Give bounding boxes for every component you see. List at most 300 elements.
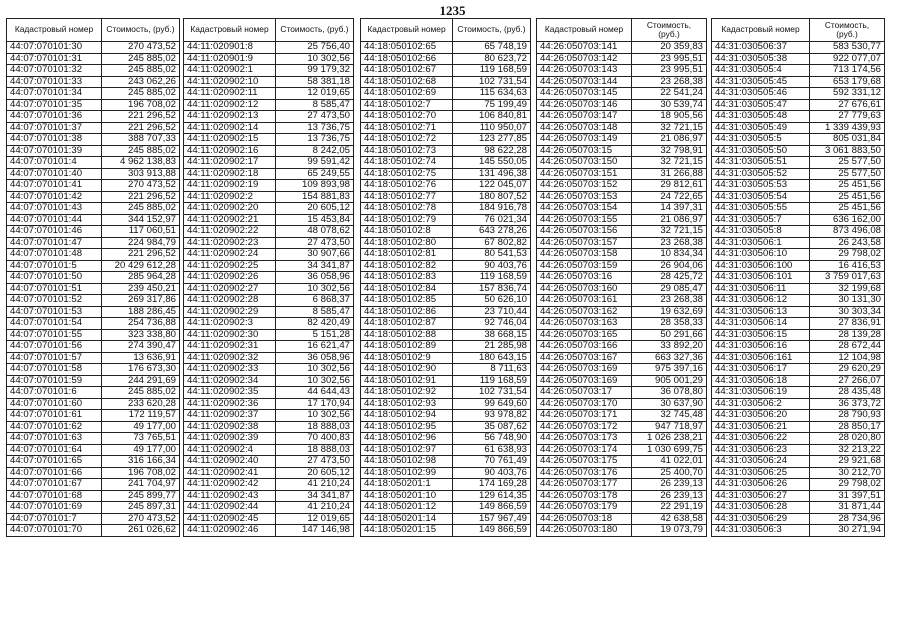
table-row [7, 249, 180, 261]
cadastral-number-cell: 44:26:050703:172 [537, 421, 632, 433]
cadastral-number-cell: 44:26:050703:163 [537, 318, 632, 330]
table-row [7, 444, 180, 456]
table-row [361, 122, 531, 134]
table-row [184, 352, 354, 364]
table-row [184, 444, 354, 456]
table-row [7, 479, 180, 491]
cadastral-number-cell: 44:31:030506:22 [712, 433, 810, 445]
table-row [712, 490, 885, 502]
cadastral-number-cell: 44:31:030506:15 [712, 329, 810, 341]
cadastral-number-cell: 44:07:070101:35 [7, 99, 102, 111]
table-row [184, 249, 354, 261]
cost-cell: 245 885,02 [102, 145, 180, 157]
table-row [361, 398, 531, 410]
table-row [537, 168, 707, 180]
table-row [7, 387, 180, 399]
cost-cell: 31 397,51 [810, 490, 885, 502]
cadastral-number-cell: 44:31:030506:23 [712, 444, 810, 456]
cost-cell: 947 718,97 [632, 421, 707, 433]
cost-cell: 129 614,35 [453, 490, 531, 502]
table-row [7, 76, 180, 88]
table-row [361, 444, 531, 456]
cadastral-number-cell: 44:18:050102:82 [361, 260, 453, 272]
cadastral-number-cell: 44:07:070101:69 [7, 502, 102, 514]
table-row [537, 180, 707, 192]
cost-cell: 123 277,85 [453, 134, 531, 146]
cost-cell: 245 885,02 [102, 88, 180, 100]
cadastral-number-cell: 44:26:050703:157 [537, 237, 632, 249]
table-row [537, 456, 707, 468]
table-row [712, 272, 885, 284]
table-row [184, 226, 354, 238]
cadastral-number-cell: 44:18:050102:78 [361, 203, 453, 215]
table-row [184, 203, 354, 215]
table-row [537, 76, 707, 88]
table-row [7, 237, 180, 249]
table-row [712, 433, 885, 445]
cadastral-number-cell: 44:31:030506:101 [712, 272, 810, 284]
table-row [537, 214, 707, 226]
cost-cell: 245 885,02 [102, 203, 180, 215]
cost-cell: 663 327,36 [632, 352, 707, 364]
table-row [361, 180, 531, 192]
cadastral-number-cell: 44:18:050102:94 [361, 410, 453, 422]
cadastral-number-cell: 44:26:050703:179 [537, 502, 632, 514]
cost-cell: 8 585,47 [276, 99, 354, 111]
table-row [184, 318, 354, 330]
cost-cell: 102 731,54 [453, 76, 531, 88]
cadastral-number-cell: 44:11:020902:36 [184, 398, 276, 410]
table-row [184, 88, 354, 100]
cost-cell: 28 734,96 [810, 513, 885, 525]
cost-cell: 244 291,69 [102, 375, 180, 387]
cadastral-number-cell: 44:18:050102:96 [361, 433, 453, 445]
cost-cell: 82 420,49 [276, 318, 354, 330]
table-row [184, 525, 354, 537]
cadastral-number-cell: 44:26:050703:171 [537, 410, 632, 422]
table-row [712, 525, 885, 537]
cost-cell: 25 451,56 [810, 203, 885, 215]
cadastral-number-cell: 44:18:050102:75 [361, 168, 453, 180]
table-row [537, 387, 707, 399]
cadastral-number-cell: 44:31:030505:48 [712, 111, 810, 123]
cadastral-number-cell: 44:18:050201:1 [361, 479, 453, 491]
cost-cell: 33 892,20 [632, 341, 707, 353]
cost-cell: 29 921,68 [810, 456, 885, 468]
cadastral-number-cell: 44:18:050201:15 [361, 525, 453, 537]
table-row [712, 375, 885, 387]
cadastral-number-cell: 44:18:050102:77 [361, 191, 453, 203]
cadastral-number-cell: 44:26:050703:155 [537, 214, 632, 226]
cost-cell: 29 798,02 [810, 479, 885, 491]
cadastral-number-cell: 44:11:020902:44 [184, 502, 276, 514]
cost-cell: 32 199,68 [810, 283, 885, 295]
cost-cell: 245 885,02 [102, 53, 180, 65]
cost-cell: 30 271,94 [810, 525, 885, 537]
cadastral-number-cell: 44:26:050703:167 [537, 352, 632, 364]
cost-cell: 23 268,38 [632, 76, 707, 88]
cost-cell: 13 736,75 [276, 134, 354, 146]
cadastral-number-cell: 44:11:020902:23 [184, 237, 276, 249]
cost-cell: 10 302,56 [276, 53, 354, 65]
cadastral-number-cell: 44:26:050703:15 [537, 145, 632, 157]
table-row [712, 134, 885, 146]
table-row [184, 214, 354, 226]
cost-cell: 26 239,13 [632, 490, 707, 502]
cost-cell: 18 888,03 [276, 444, 354, 456]
cost-cell: 70 400,83 [276, 433, 354, 445]
cadastral-number-cell: 44:31:030506:20 [712, 410, 810, 422]
table-row [712, 214, 885, 226]
cadastral-number-cell: 44:26:050703:142 [537, 53, 632, 65]
cost-cell: 23 995,51 [632, 53, 707, 65]
cost-cell: 28 425,72 [632, 272, 707, 284]
table-row [7, 203, 180, 215]
cost-cell: 20 605,12 [276, 467, 354, 479]
cost-cell: 12 104,98 [810, 352, 885, 364]
table-row [712, 237, 885, 249]
cadastral-number-cell: 44:11:020902:17 [184, 157, 276, 169]
cost-cell: 24 722,65 [632, 191, 707, 203]
cost-cell: 99 591,42 [276, 157, 354, 169]
table-row [184, 111, 354, 123]
cost-cell: 10 302,56 [276, 375, 354, 387]
cost-cell: 49 177,00 [102, 421, 180, 433]
cadastral-number-cell: 44:18:050102:65 [361, 42, 453, 54]
cadastral-number-cell: 44:18:050102:95 [361, 421, 453, 433]
cost-cell: 344 152,97 [102, 214, 180, 226]
table-row [184, 513, 354, 525]
cost-cell: 25 756,40 [276, 42, 354, 54]
cost-cell: 224 984,79 [102, 237, 180, 249]
cost-cell: 41 210,24 [276, 502, 354, 514]
table-row [712, 260, 885, 272]
cost-cell: 99 179,32 [276, 65, 354, 77]
table-row [361, 260, 531, 272]
table-row [7, 214, 180, 226]
table-row [712, 502, 885, 514]
cost-cell: 18 888,03 [276, 421, 354, 433]
cadastral-number-cell: 44:31:030506:27 [712, 490, 810, 502]
table-row [361, 329, 531, 341]
cadastral-number-cell: 44:11:020902:27 [184, 283, 276, 295]
cost-cell: 180 807,52 [453, 191, 531, 203]
table-row [712, 76, 885, 88]
cost-cell: 50 291,66 [632, 329, 707, 341]
cost-cell: 270 473,52 [102, 42, 180, 54]
cost-cell: 42 638,58 [632, 513, 707, 525]
cadastral-table-3 [360, 18, 531, 537]
table-row [7, 318, 180, 330]
cost-cell: 90 403,76 [453, 260, 531, 272]
cadastral-number-cell: 44:31:030506:24 [712, 456, 810, 468]
table-row [7, 134, 180, 146]
table-row [7, 341, 180, 353]
table-row [184, 191, 354, 203]
cadastral-number-cell: 44:07:070101:4 [7, 157, 102, 169]
table-row [7, 145, 180, 157]
cost-cell: 8 585,47 [276, 306, 354, 318]
table-row [712, 329, 885, 341]
header-cadastral-number: Кадастровый номер [7, 19, 102, 42]
table-row [361, 525, 531, 537]
cadastral-number-cell: 44:31:030506:21 [712, 421, 810, 433]
table-row [712, 341, 885, 353]
cadastral-number-cell: 44:31:030505:45 [712, 76, 810, 88]
header-cost: Стоимость, (руб.) [453, 19, 531, 42]
table-row [537, 249, 707, 261]
cadastral-number-cell: 44:18:050102:67 [361, 65, 453, 77]
cost-cell: 147 146,98 [276, 525, 354, 537]
table-row [7, 65, 180, 77]
table-row [537, 479, 707, 491]
cadastral-number-cell: 44:07:070101:44 [7, 214, 102, 226]
cost-cell: 16 416,53 [810, 260, 885, 272]
cadastral-table-5 [711, 18, 885, 537]
cadastral-number-cell: 44:11:020902:1 [184, 65, 276, 77]
table-row [712, 65, 885, 77]
cadastral-number-cell: 44:26:050703:177 [537, 479, 632, 491]
cost-cell: 49 177,00 [102, 444, 180, 456]
table-row [712, 203, 885, 215]
cost-cell: 75 199,49 [453, 99, 531, 111]
cadastral-number-cell: 44:11:020902:19 [184, 180, 276, 192]
table-row [184, 387, 354, 399]
cadastral-number-cell: 44:18:050102:91 [361, 375, 453, 387]
table-row [7, 88, 180, 100]
cost-cell: 149 866,59 [453, 525, 531, 537]
table-row [537, 352, 707, 364]
cadastral-number-cell: 44:26:050703:174 [537, 444, 632, 456]
cadastral-number-cell: 44:26:050703:18 [537, 513, 632, 525]
cost-cell: 12 019,65 [276, 88, 354, 100]
cost-cell: 10 302,56 [276, 410, 354, 422]
table-row [184, 502, 354, 514]
cost-cell: 653 179,68 [810, 76, 885, 88]
cadastral-number-cell: 44:18:050102:88 [361, 329, 453, 341]
table-row [361, 53, 531, 65]
cost-cell: 80 623,72 [453, 53, 531, 65]
cadastral-table-4 [536, 18, 707, 537]
cost-cell: 583 530,77 [810, 42, 885, 54]
cadastral-number-cell: 44:31:030505:8 [712, 226, 810, 238]
table-row [712, 88, 885, 100]
table-row [712, 306, 885, 318]
table-row [712, 42, 885, 54]
cadastral-number-cell: 44:18:050201:12 [361, 502, 453, 514]
cadastral-number-cell: 44:11:020901:9 [184, 53, 276, 65]
cadastral-number-cell: 44:31:030505:46 [712, 88, 810, 100]
table-row [361, 375, 531, 387]
table-row [184, 295, 354, 307]
table-row [184, 341, 354, 353]
cadastral-number-cell: 44:07:070101:65 [7, 456, 102, 468]
cost-cell: 73 765,51 [102, 433, 180, 445]
cadastral-number-cell: 44:18:050102:85 [361, 295, 453, 307]
table-row [537, 318, 707, 330]
cadastral-number-cell: 44:07:070101:59 [7, 375, 102, 387]
cost-cell: 316 166,34 [102, 456, 180, 468]
table-row [712, 479, 885, 491]
cost-cell: 93 978,82 [453, 410, 531, 422]
cost-cell: 25 451,56 [810, 180, 885, 192]
cadastral-number-cell: 44:31:030506:26 [712, 479, 810, 491]
cost-cell: 131 496,38 [453, 168, 531, 180]
cadastral-number-cell: 44:07:070101:62 [7, 421, 102, 433]
table-row [537, 513, 707, 525]
cadastral-number-cell: 44:31:030506:12 [712, 295, 810, 307]
cadastral-number-cell: 44:26:050703:165 [537, 329, 632, 341]
cost-cell: 26 239,13 [632, 479, 707, 491]
table-row [537, 203, 707, 215]
cost-cell: 1 026 238,21 [632, 433, 707, 445]
cadastral-number-cell: 44:31:030505:49 [712, 122, 810, 134]
cadastral-number-cell: 44:11:020902:20 [184, 203, 276, 215]
cost-cell: 241 704,97 [102, 479, 180, 491]
table-row [712, 318, 885, 330]
cost-cell: 32 745,48 [632, 410, 707, 422]
cost-cell: 245 885,02 [102, 65, 180, 77]
cost-cell: 16 621,47 [276, 341, 354, 353]
cost-cell: 30 131,30 [810, 295, 885, 307]
cadastral-number-cell: 44:07:070101:50 [7, 272, 102, 284]
cadastral-number-cell: 44:26:050703:152 [537, 180, 632, 192]
cost-cell: 21 086,97 [632, 134, 707, 146]
cost-cell: 25 577,50 [810, 168, 885, 180]
cost-cell: 109 893,98 [276, 180, 354, 192]
table-row [7, 157, 180, 169]
page-number: 1235 [439, 3, 466, 18]
table-row [361, 295, 531, 307]
table-row [361, 467, 531, 479]
table-row [712, 53, 885, 65]
cadastral-number-cell: 44:11:020902:41 [184, 467, 276, 479]
cadastral-number-cell: 44:31:030506:1 [712, 237, 810, 249]
cadastral-number-cell: 44:07:070101:53 [7, 306, 102, 318]
cadastral-number-cell: 44:07:070101:52 [7, 295, 102, 307]
table-row [361, 364, 531, 376]
cadastral-number-cell: 44:11:020902:32 [184, 352, 276, 364]
table-row [712, 145, 885, 157]
table-row [361, 456, 531, 468]
cadastral-number-cell: 44:18:050102:69 [361, 88, 453, 100]
table-row [184, 168, 354, 180]
cost-cell: 119 168,59 [453, 375, 531, 387]
cost-cell: 285 964,28 [102, 272, 180, 284]
table-row [184, 76, 354, 88]
cadastral-number-cell: 44:07:070101:33 [7, 76, 102, 88]
cost-cell: 388 707,33 [102, 134, 180, 146]
cadastral-number-cell: 44:07:070101:63 [7, 433, 102, 445]
table-row [184, 42, 354, 54]
cadastral-number-cell: 44:31:030506:25 [712, 467, 810, 479]
table-row [361, 410, 531, 422]
cadastral-table-1 [6, 18, 180, 537]
table-row [712, 283, 885, 295]
cadastral-number-cell: 44:07:070101:38 [7, 134, 102, 146]
cost-cell: 76 021,34 [453, 214, 531, 226]
table-row [184, 364, 354, 376]
cadastral-number-cell: 44:07:070101:5 [7, 260, 102, 272]
cadastral-number-cell: 44:18:050102:73 [361, 145, 453, 157]
cost-cell: 31 266,88 [632, 168, 707, 180]
table-row [361, 513, 531, 525]
cadastral-number-cell: 44:31:030505:54 [712, 191, 810, 203]
cost-cell: 245 897,31 [102, 502, 180, 514]
cost-cell: 80 541,53 [453, 249, 531, 261]
cadastral-number-cell: 44:31:030506:18 [712, 375, 810, 387]
header-cadastral-number: Кадастровый номер [712, 19, 810, 42]
cadastral-number-cell: 44:11:020902:43 [184, 490, 276, 502]
cost-cell: 157 967,49 [453, 513, 531, 525]
cadastral-number-cell: 44:31:030506:29 [712, 513, 810, 525]
table-row [537, 111, 707, 123]
table-row [184, 490, 354, 502]
cost-cell: 25 451,56 [810, 191, 885, 203]
table-row [7, 513, 180, 525]
cost-cell: 92 746,04 [453, 318, 531, 330]
cost-cell: 21 285,98 [453, 341, 531, 353]
cadastral-number-cell: 44:26:050703:160 [537, 283, 632, 295]
cadastral-number-cell: 44:11:020902:40 [184, 456, 276, 468]
cost-cell: 70 761,49 [453, 456, 531, 468]
table-row [7, 99, 180, 111]
cadastral-number-cell: 44:11:020902:3 [184, 318, 276, 330]
cost-cell: 221 296,52 [102, 122, 180, 134]
cost-cell: 19 073,79 [632, 525, 707, 537]
cadastral-number-cell: 44:26:050703:17 [537, 387, 632, 399]
cost-cell: 48 078,62 [276, 226, 354, 238]
table-row [712, 191, 885, 203]
cost-cell: 22 541,24 [632, 88, 707, 100]
cadastral-number-cell: 44:07:070101:39 [7, 145, 102, 157]
cost-cell: 22 291,19 [632, 502, 707, 514]
cadastral-number-cell: 44:18:050102:84 [361, 283, 453, 295]
cost-cell: 29 085,47 [632, 283, 707, 295]
table-row [184, 180, 354, 192]
cost-cell: 196 708,02 [102, 467, 180, 479]
cost-cell: 873 496,08 [810, 226, 885, 238]
cost-cell: 36 058,96 [276, 272, 354, 284]
cost-cell: 35 087,62 [453, 421, 531, 433]
cadastral-number-cell: 44:31:030506:19 [712, 387, 810, 399]
cadastral-number-cell: 44:11:020902:11 [184, 88, 276, 100]
cadastral-number-cell: 44:11:020902:14 [184, 122, 276, 134]
cadastral-number-cell: 44:18:050102:76 [361, 180, 453, 192]
cadastral-number-cell: 44:31:030506:100 [712, 260, 810, 272]
cadastral-number-cell: 44:11:020902:45 [184, 513, 276, 525]
cadastral-number-cell: 44:11:020902:42 [184, 479, 276, 491]
table-row [7, 421, 180, 433]
cadastral-number-cell: 44:31:030506:2 [712, 398, 810, 410]
cost-cell: 27 473,50 [276, 456, 354, 468]
cost-cell: 233 620,28 [102, 398, 180, 410]
cost-cell: 28 139,28 [810, 329, 885, 341]
cost-cell: 636 162,00 [810, 214, 885, 226]
table-row [361, 111, 531, 123]
cadastral-number-cell: 44:26:050703:146 [537, 99, 632, 111]
table-row [712, 444, 885, 456]
table-row [361, 145, 531, 157]
cadastral-number-cell: 44:18:050102:99 [361, 467, 453, 479]
cost-cell: 243 062,26 [102, 76, 180, 88]
cost-cell: 50 626,10 [453, 295, 531, 307]
cost-cell: 3 759 017,63 [810, 272, 885, 284]
cost-cell: 245 885,02 [102, 387, 180, 399]
table-row [184, 433, 354, 445]
cadastral-number-cell: 44:11:020902:35 [184, 387, 276, 399]
table-row [537, 467, 707, 479]
